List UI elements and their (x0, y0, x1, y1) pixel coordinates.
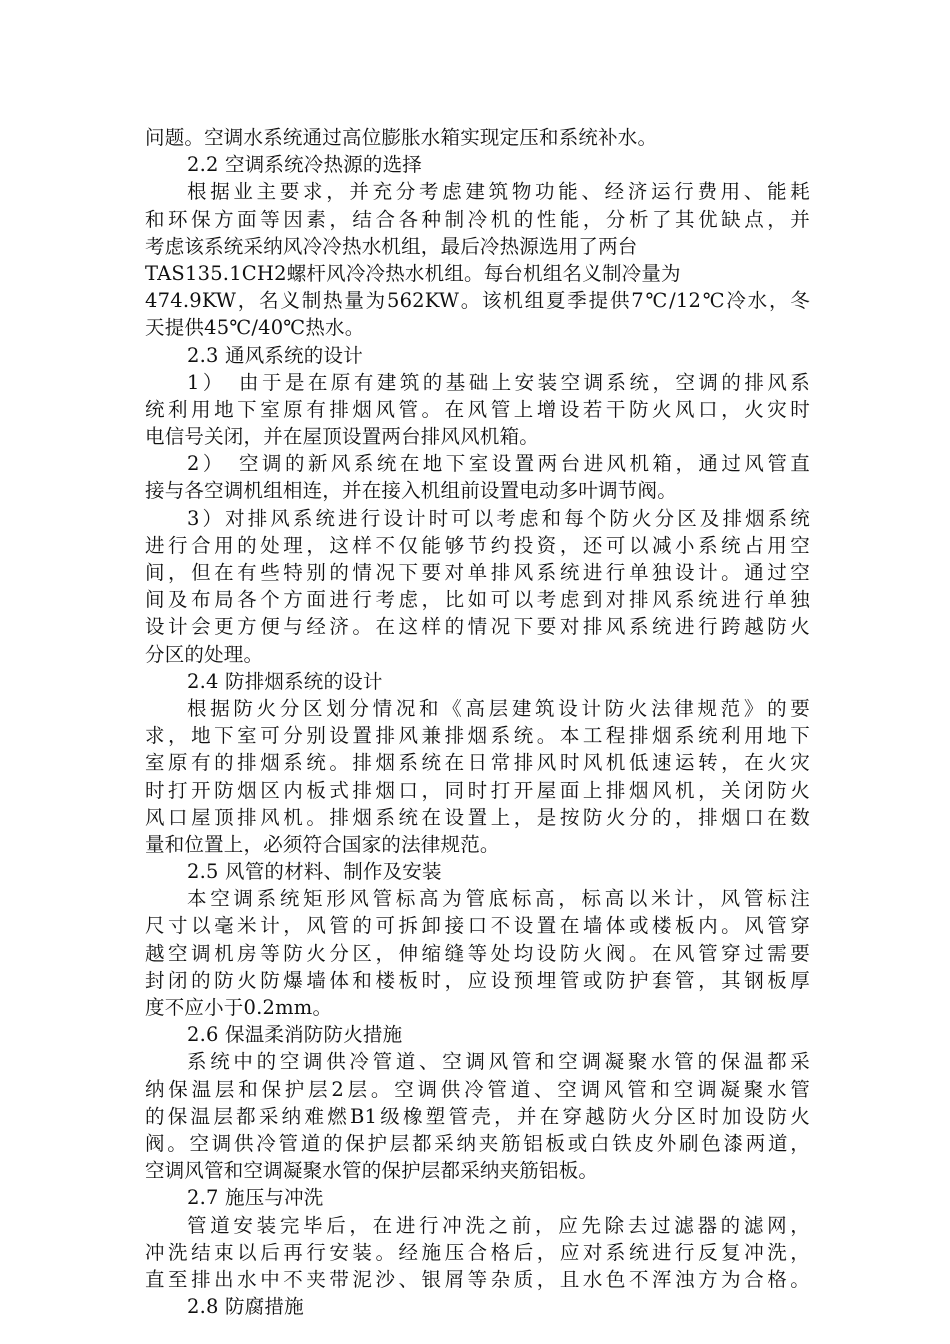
text-line: 电信号关闭，并在屋顶设置两台排风风机箱。 (145, 425, 540, 449)
text-line: 管道安装完毕后，在进行冲洗之前，应先除去过滤器的滤网， (187, 1213, 810, 1237)
text-line: 2.6 保温柔消防防火措施 (187, 1023, 403, 1047)
text-line: 的保温层都采纳难燃B1级橡塑管壳，并在穿越防火分区时加设防火 (145, 1104, 810, 1128)
text-line: 2.3 通风系统的设计 (187, 343, 363, 367)
text-line: 尺寸以毫米计，风管的可拆卸接口不设置在墙体或楼板内。风管穿 (145, 914, 810, 938)
text-line: 本空调系统矩形风管标高为管底标高，标高以米计，风管标注 (187, 887, 810, 911)
text-line: 2.4 防排烟系统的设计 (187, 669, 383, 693)
text-line: 封闭的防火防爆墙体和楼板时，应设预埋管或防护套管，其钢板厚 (145, 968, 810, 992)
text-line: 系统中的空调供冷管道、空调风管和空调凝聚水管的保温都采 (187, 1050, 810, 1074)
text-line: 2.2 空调系统冷热源的选择 (187, 153, 423, 177)
text-line: 和环保方面等因素，结合各种制冷机的性能，分析了其优缺点，并 (145, 207, 810, 231)
text-line: 1） 由于是在原有建筑的基础上安装空调系统，空调的排风系 (187, 370, 810, 394)
document-body (145, 124, 810, 1320)
text-line: 度不应小于0.2mm。 (145, 996, 333, 1019)
text-line: 接与各空调机组相连，并在接入机组前设置电动多叶调节阀。 (145, 479, 677, 503)
text-line: 2） 空调的新风系统在地下室设置两台进风机箱，通过风管直 (187, 452, 810, 476)
text-line: 统利用地下室原有排烟风管。在风管上增设若干防火风口，火灾时 (145, 397, 810, 421)
text-line: 间，但在有些特别的情况下要对单排风系统进行单独设计。通过空 (145, 561, 810, 584)
text-line: 问题。空调水系统通过高位膨胀水箱实现定压和系统补水。 (145, 126, 658, 149)
text-line: 设计会更方便与经济。在这样的情况下要对排风系统进行跨越防火 (145, 615, 810, 639)
text-line: 间及布局各个方面进行考虑，比如可以考虑到对排风系统进行单独 (145, 588, 810, 612)
text-line: 2.8 防腐措施 (187, 1295, 304, 1319)
text-line: 分区的处理。 (145, 642, 264, 666)
text-line: 纳保温层和保护层2层。空调供冷管道、空调风管和空调凝聚水管 (145, 1077, 810, 1101)
text-line: 量和位置上，必须符合国家的法律规范。 (145, 832, 500, 856)
text-line: 直至排出水中不夹带泥沙、银屑等杂质，且水色不浑浊方为合格。 (145, 1267, 810, 1291)
text-line: 冲洗结束以后再行安装。经施压合格后，应对系统进行反复冲洗， (145, 1240, 810, 1264)
text-line: 进行合用的处理，这样不仅能够节约投资，还可以减小系统占用空 (145, 533, 810, 557)
text-line: 根据防火分区划分情况和《高层建筑设计防火法律规范》的要 (187, 696, 810, 720)
text-line: 空调风管和空调凝聚水管的保护层都采纳夹筋铝板。 (145, 1159, 599, 1183)
text-line: 3）对排风系统进行设计时可以考虑和每个防火分区及排烟系统 (187, 506, 810, 530)
text-line: 天提供45℃/40℃热水。 (145, 316, 365, 340)
text-line: 风口屋顶排风机。排烟系统在设置上，是按防火分的，排烟口在数 (145, 805, 810, 829)
text-line: 考虑该系统采纳风冷冷热水机组，最后冷热源选用了两台 (145, 234, 638, 258)
text-line: 室原有的排烟系统。排烟系统在日常排风时风机低速运转，在火灾 (145, 751, 810, 775)
text-line: 474.9KW，名义制热量为562KW。该机组夏季提供7℃/12℃冷水，冬 (145, 289, 810, 313)
text-line: 2.7 施压与冲洗 (187, 1186, 324, 1210)
text-line: TAS135.1CH2螺杆风冷冷热水机组。每台机组名义制冷量为 (145, 261, 681, 285)
text-line: 时打开防烟区内板式排烟口，同时打开屋面上排烟风机，关闭防火 (145, 778, 810, 802)
text-line: 求，地下室可分别设置排风兼排烟系统。本工程排烟系统利用地下 (145, 724, 810, 748)
text-line: 根据业主要求，并充分考虑建筑物功能、经济运行费用、能耗 (187, 180, 810, 204)
text-line: 2.5 风管的材料、制作及安装 (187, 860, 442, 884)
text-line: 阀。空调供冷管道的保护层都采纳夹筋铝板或白铁皮外刷色漆两道， (145, 1131, 810, 1155)
text-line: 越空调机房等防火分区，伸缩缝等处均设防火阀。在风管穿过需要 (145, 941, 810, 965)
